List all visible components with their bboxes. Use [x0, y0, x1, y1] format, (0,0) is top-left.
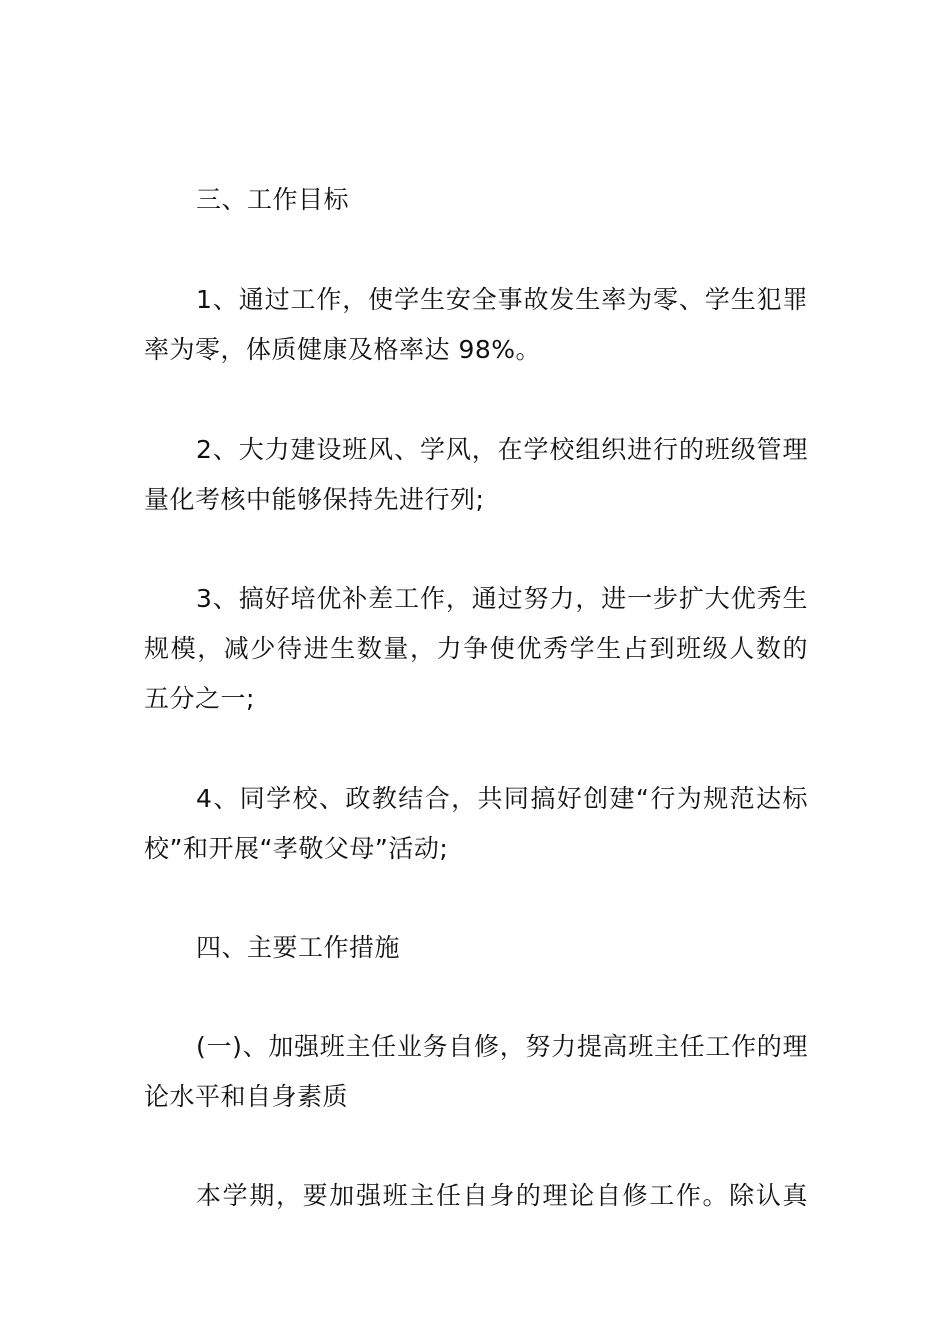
section-heading-goals: 三、工作目标 [196, 185, 350, 214]
goal-2-line-2: 量化考核中能够保持先进行列; [144, 485, 485, 514]
body-paragraph-line-1: 本学期，要加强班主任自身的理论自修工作。除认真 [196, 1181, 808, 1210]
goal-4-line-1: 4、同学校、政教结合，共同搞好创建“行为规范达标 [196, 784, 808, 813]
measure-1-heading-line-2: 论水平和自身素质 [144, 1082, 349, 1111]
goal-4-line-2: 校”和开展“孝敬父母”活动; [144, 834, 449, 863]
goal-1-line-2: 率为零，体质健康及格率达 98%。 [144, 335, 542, 364]
goal-2-line-1: 2、大力建设班风、学风，在学校组织进行的班级管理 [196, 435, 808, 464]
goal-1-line-1: 1、通过工作，使学生安全事故发生率为零、学生犯罪 [196, 285, 808, 314]
goal-3-line-3: 五分之一; [144, 684, 255, 713]
goal-3-line-2: 规模，减少待进生数量，力争使优秀学生占到班级人数的 [144, 634, 808, 663]
goal-3-line-1: 3、搞好培优补差工作，通过努力，进一步扩大优秀生 [196, 584, 808, 613]
section-heading-measures: 四、主要工作措施 [196, 933, 401, 962]
measure-1-heading-line-1: (一)、加强班主任业务自修，努力提高班主任工作的理 [196, 1032, 808, 1061]
